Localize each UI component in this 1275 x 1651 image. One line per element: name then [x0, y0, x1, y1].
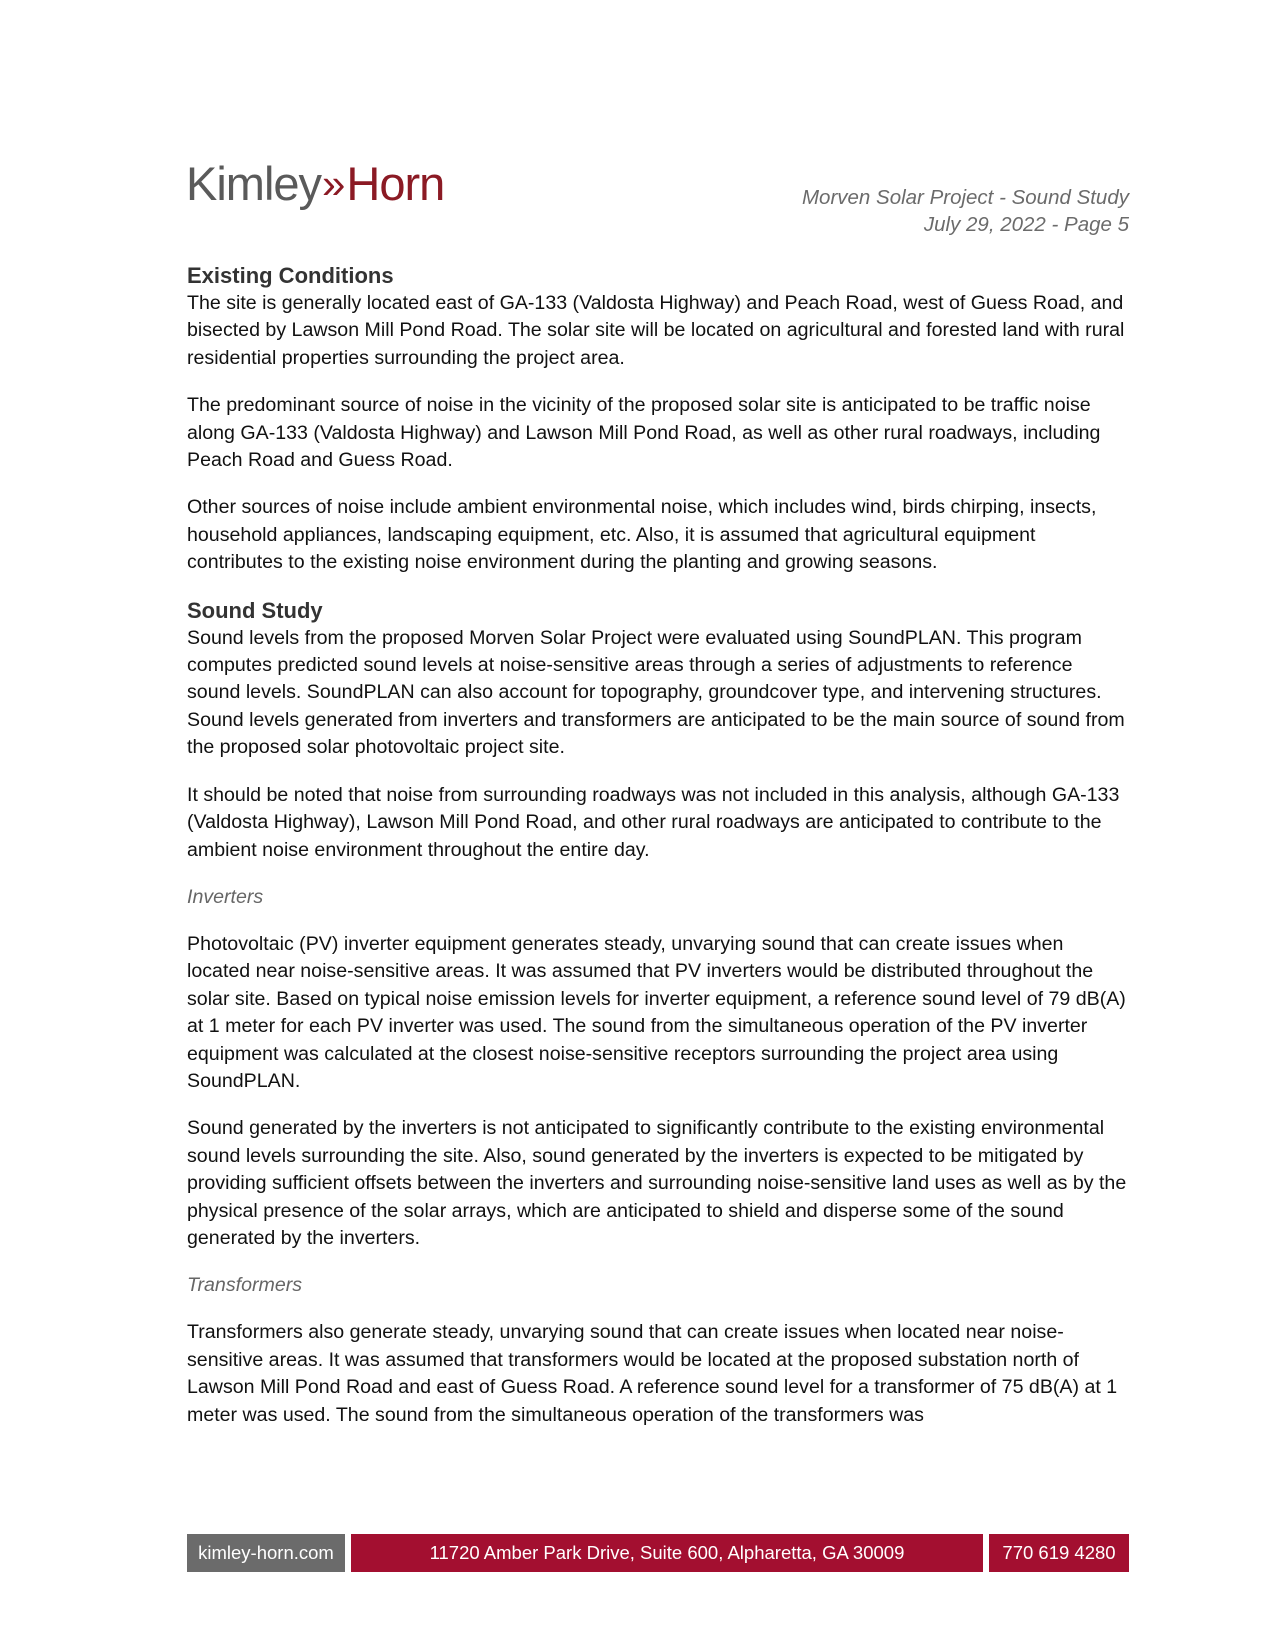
footer-address: 11720 Amber Park Drive, Suite 600, Alpharetta, GA 30009 — [351, 1534, 983, 1572]
project-title: Morven Solar Project - Sound Study — [801, 186, 1129, 209]
page-footer — [187, 1534, 1129, 1572]
existing-paragraph-1: The site is generally located east of GA-133 (Valdosta Highway) and Peach Road, west of Guess Road, and bisected by Lawson Mill Pond Road. The solar site will be located on agricultural and forested land with rural residential properties surrounding the project area. — [187, 292, 1125, 369]
page-header-info — [802, 184, 1129, 238]
logo-arrows-icon: » — [322, 160, 340, 207]
transformers-subheading: Transformers — [187, 1274, 303, 1297]
inverters-paragraph-2: Sound generated by the inverters is not anticipated to significantly contribute to the existing environmental sound levels surrounding the site. Also, sound generated by the inverters is expected to be mitigated by providing sufficient offsets between the inverters and surrounding noise-sensitive land uses as well as by the physical presence of the solar arrays, which are anticipated to shield and disperse some of the sound generated by the inverters. — [187, 1117, 1127, 1249]
existing-paragraph-2: The predominant source of noise in the vicinity of the proposed solar site is anticipated to be traffic noise along GA-133 (Valdosta Highway) and Lawson Mill Pond Road, as well as other rural roadways, including Peach Road and Guess Road. — [187, 394, 1101, 472]
logo-text-kimley: Kimley — [186, 157, 322, 210]
existing-paragraph-3: Other sources of noise include ambient environmental noise, which includes wind, birds chirping, insects, household appliances, landscaping equipment, etc. Also, it is assumed that agricultural equipment contributes to the existing noise environment during the planting and growing seasons. — [187, 496, 1097, 574]
footer-website-link[interactable]: kimley-horn.com — [187, 1534, 345, 1572]
inverters-subheading: Inverters — [187, 885, 264, 908]
transformers-paragraph-1: Transformers also generate steady, unvarying sound that can create issues when located near noise-sensitive areas. It was assumed that transformers would be located at the proposed substation north of Lawson Mill Pond Road and east of Guess Road. A reference sound level for a transformer of 75 dB(A) at 1 meter was used. The sound from the simultaneous operation of the transformers was — [187, 1321, 1118, 1426]
sound-paragraph-2: It should be noted that noise from surrounding roadways was not included in this analysis, although GA-133 (Valdosta Highway), Lawson Mill Pond Road, and other rural roadways are anticipated to contribute to the ambient noise environment throughout the entire day. — [187, 783, 1120, 861]
inverters-paragraph-1: Photovoltaic (PV) inverter equipment generates steady, unvarying sound that can create issues when located near noise-sensitive areas. It was assumed that PV inverters would be distributed throughout the solar site. Based on typical noise emission levels for inverter equipment, a reference sound level of 79 dB(A) at 1 meter for each PV inverter was used. The sound from the simultaneous operation of the PV inverter equipment was calculated at the closest noise-sensitive receptors surrounding the project area using SoundPLAN. — [187, 932, 1126, 1092]
sound-paragraph-1: Sound levels from the proposed Morven Solar Project were evaluated using SoundPLAN. This program computes predicted sound levels at noise-sensitive areas through a series of adjustments to reference sound levels. SoundPLAN can also account for topography, groundcover type, and intervening structures. Sound levels generated from inverters and transformers are anticipated to be the main source of sound from the proposed solar photovoltaic project site. — [187, 626, 1125, 759]
company-logo — [186, 157, 445, 210]
date-page: July 29, 2022 - Page 5 — [923, 213, 1129, 236]
document-body — [187, 262, 1129, 1449]
footer-phone: 770 619 4280 — [989, 1534, 1129, 1572]
logo-text-horn: Horn — [346, 157, 445, 210]
existing-conditions-heading: Existing Conditions — [187, 263, 394, 288]
sound-study-heading: Sound Study — [187, 597, 323, 623]
